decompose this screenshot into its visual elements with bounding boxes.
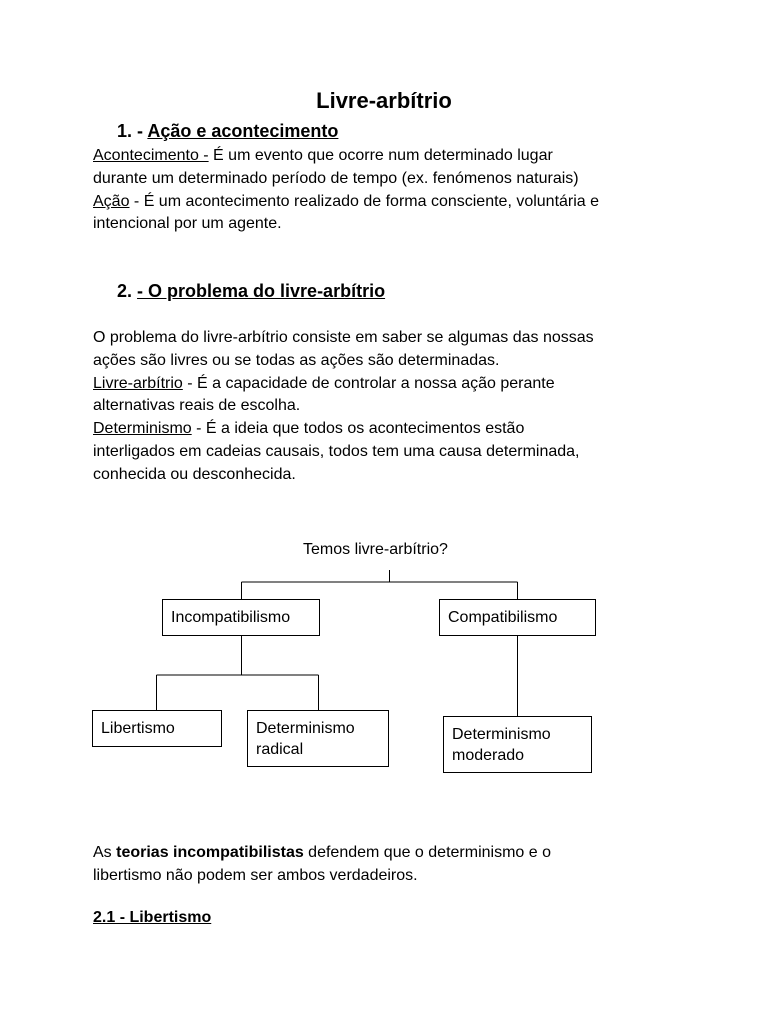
node-incompatibilismo-label: Incompatibilismo [171, 609, 291, 626]
node-incompatibilismo [162, 599, 320, 636]
closing-line2: libertismo não podem ser ambos verdadeiros. [93, 866, 418, 884]
section2-def2-line1 [93, 418, 693, 441]
section2-def1-text: - É a capacidade de controlar a nossa ação perante [182, 374, 555, 392]
section1-heading-text: Ação e acontecimento [147, 121, 339, 141]
node-compatibilismo [439, 599, 596, 636]
section1-line4: intencional por um agente. [93, 215, 282, 233]
closing-line1-post: defendem que o determinismo e o [303, 844, 551, 861]
node-libertismo [92, 710, 222, 747]
section1-line3-text: - É um acontecimento realizado de forma consciente, voluntária e [129, 192, 600, 210]
section1-line3 [93, 191, 693, 214]
diagram-question: Temos livre-arbítrio? [303, 541, 448, 558]
section1-heading [117, 121, 338, 142]
section1-heading-number: 1. - [117, 121, 144, 141]
section1-body [93, 145, 693, 236]
document-title: Livre-arbítrio [316, 88, 452, 113]
section2-heading-number: 2. [117, 281, 133, 301]
closing-body [93, 842, 693, 888]
subsection-libertismo-heading: 2.1 - Libertismo [93, 909, 212, 926]
term-acontecimento: Acontecimento - [93, 147, 209, 164]
term-livre-arbitrio: Livre-arbítrio [93, 374, 183, 392]
section2-heading [117, 281, 385, 302]
node-determinismo-moderado [443, 716, 592, 773]
term-acao: Ação [93, 192, 130, 210]
node-det-moderado-line1: Determinismo [452, 725, 551, 743]
section2-intro-line2: ações são livres ou se todas as ações são determinadas. [93, 351, 500, 369]
node-det-radical-line2: radical [256, 740, 304, 758]
section1-line1 [93, 145, 693, 168]
section2-heading-text: - O problema do livre-arbítrio [137, 281, 386, 301]
term-determinismo: Determinismo [93, 420, 192, 438]
term-teorias-incompatibilistas: teorias incompatibilistas [116, 844, 304, 861]
section2-def2-line2: interligados em cadeias causais, todos tem uma causa determinada, [93, 442, 580, 460]
closing-line1-pre: As [93, 844, 117, 861]
section2-def1-line1 [93, 373, 693, 396]
section2-intro-line1: O problema do livre-arbítrio consiste em saber se algumas das nossas [93, 329, 594, 346]
section1-line1-text: É um evento que ocorre num determinado lugar [208, 147, 553, 164]
node-determinismo-radical [247, 710, 389, 767]
node-libertismo-label: Libertismo [101, 720, 175, 737]
node-det-moderado-line2: moderado [452, 746, 525, 764]
section2-def2-line3: conhecida ou desconhecida. [93, 465, 296, 483]
section1-line2: durante um determinado período de tempo (ex. fenómenos naturais) [93, 169, 579, 187]
node-compatibilismo-label: Compatibilismo [448, 609, 558, 626]
section2-body [93, 327, 693, 487]
free-will-diagram [0, 530, 768, 790]
node-det-radical-line1: Determinismo [256, 719, 355, 737]
section2-def1-line2: alternativas reais de escolha. [93, 397, 301, 415]
section2-def2-text: - É a ideia que todos os acontecimentos estão [191, 420, 525, 438]
closing-line1 [93, 842, 693, 865]
